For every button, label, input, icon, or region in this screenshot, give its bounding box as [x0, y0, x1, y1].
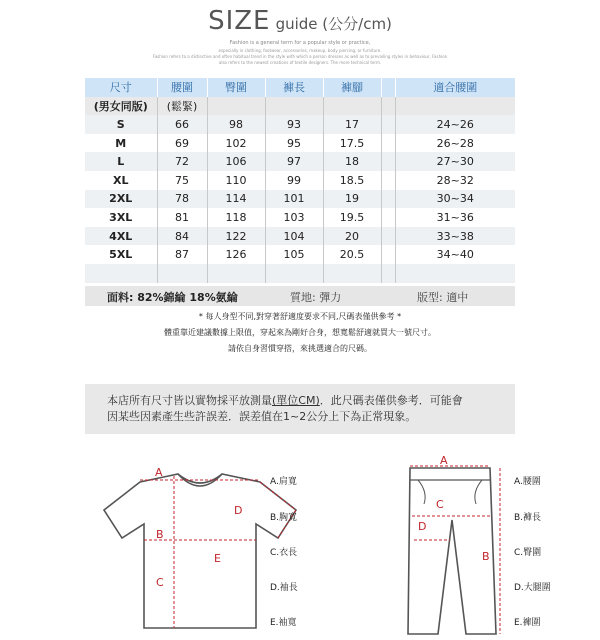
- pants-label-waist: A.腰圍: [514, 477, 541, 487]
- value-cell: 72: [157, 152, 207, 171]
- value-cell: 101: [265, 190, 323, 209]
- size-cell: L: [85, 152, 157, 171]
- blank-cell: [381, 208, 395, 227]
- pants-marker-d: D: [418, 520, 427, 533]
- value-cell: 106: [207, 152, 265, 171]
- title-main: SIZE: [208, 6, 271, 36]
- subheader-unisex: (男女同版): [85, 97, 157, 116]
- pants-marker-a: A: [440, 454, 448, 467]
- pants-diagram-icon: [402, 458, 512, 638]
- pants-label-hip: C.臀圍: [514, 548, 542, 558]
- pants-marker-b: B: [482, 550, 490, 563]
- fabric-texture: 質地: 彈力: [290, 291, 342, 304]
- table-row: [85, 227, 515, 246]
- value-cell: 17: [323, 115, 381, 134]
- fabric-fit: 版型: 適中: [417, 291, 469, 304]
- value-cell: 98: [207, 115, 265, 134]
- value-cell: 26~28: [395, 134, 515, 153]
- size-guide-title: [0, 6, 600, 36]
- size-cell: 5XL: [109, 248, 133, 262]
- value-cell: 27~30: [395, 152, 515, 171]
- value-cell: 99: [265, 171, 323, 190]
- pants-marker-c: C: [436, 498, 444, 511]
- note-line: * 每人身型不同,對穿著舒適度要求不同,尺碼表僅供參考 *: [198, 312, 402, 321]
- fine-print-line: especially in clothing, footwear, accessories, makeup, body piercing, or furniture.: [218, 48, 382, 53]
- value-cell: 81: [157, 208, 207, 227]
- fabric-material: 面料: 82%錦綸 18%氨綸: [107, 291, 238, 304]
- subheader-elastic: (鬆緊): [157, 97, 207, 116]
- value-cell: 95: [265, 134, 323, 153]
- shirt-marker-d: D: [234, 504, 243, 517]
- value-cell: 30~34: [395, 190, 515, 209]
- value-cell: 87: [157, 245, 207, 264]
- value-cell: 33~38: [395, 227, 515, 246]
- fine-print: [80, 40, 520, 66]
- value-cell: 24~26: [395, 115, 515, 134]
- value-cell: 104: [265, 227, 323, 246]
- blank-cell: [381, 227, 395, 246]
- value-cell: 20: [323, 227, 381, 246]
- shirt-label-sleeve-length: D.袖長: [270, 583, 298, 593]
- pants-label-thigh: D.大腿圍: [514, 583, 551, 593]
- value-cell: 78: [157, 190, 207, 209]
- shirt-label-shoulder: A.肩寬: [270, 477, 297, 487]
- size-cell: 3XL: [109, 210, 133, 224]
- note-line: 請依自身習慣穿搭，來挑選適合的尺碼。: [228, 344, 372, 353]
- value-cell: 18.5: [323, 171, 381, 190]
- value-cell: 69: [157, 134, 207, 153]
- table-row: [85, 190, 515, 209]
- value-cell: 97: [265, 152, 323, 171]
- fabric-info-bar: [85, 286, 515, 306]
- fine-print-line: Fashion is a general term for a popular style or practice,: [229, 40, 371, 46]
- blank-cell: [381, 134, 395, 153]
- shirt-marker-c: C: [156, 576, 164, 589]
- size-notes: [85, 309, 515, 357]
- value-cell: 102: [207, 134, 265, 153]
- value-cell: 20.5: [323, 245, 381, 264]
- shirt-marker-a: A: [155, 466, 163, 479]
- table-row: [85, 134, 515, 153]
- table-header-row: [85, 78, 515, 97]
- disclaimer-text: 因某些因素產生些許誤差．誤差值在1~2公分上下為正常現象。: [107, 410, 417, 423]
- table-row: [85, 245, 515, 264]
- fine-print-line: also refers to the newest creations of textile designers. The more technical term.: [218, 60, 382, 65]
- header-size: 尺寸: [85, 78, 157, 97]
- value-cell: 114: [207, 190, 265, 209]
- header-blank: [381, 78, 395, 97]
- value-cell: 17.5: [323, 134, 381, 153]
- blank-cell: [381, 245, 395, 264]
- table-row: [85, 171, 515, 190]
- pants-label-length: B.褲長: [514, 513, 542, 523]
- header-hip: 臀圍: [207, 78, 265, 97]
- value-cell: 19: [323, 190, 381, 209]
- size-cell: S: [85, 115, 157, 134]
- table-subheader-row: [85, 97, 515, 116]
- size-cell: 2XL: [85, 190, 157, 209]
- table-row: [85, 208, 515, 227]
- shirt-marker-b: B: [156, 528, 164, 541]
- value-cell: 18: [323, 152, 381, 171]
- note-line: 體重靠近建議數據上限值，穿起來為剛好合身，想寬鬆舒適就買大一號尺寸。: [164, 328, 436, 337]
- shirt-label-chest: B.胸寬: [270, 513, 298, 523]
- table-row-empty: [85, 264, 515, 283]
- blank-cell: [381, 115, 395, 134]
- measurement-disclaimer: [85, 384, 515, 434]
- shirt-label-length: C.衣長: [270, 548, 298, 558]
- value-cell: 19.5: [323, 208, 381, 227]
- value-cell: 34~40: [395, 245, 515, 264]
- header-waist: 腰圍: [157, 78, 207, 97]
- fine-print-line: Fashion refers to a distinctive and often habitual trend in the style with which a person dresses as well as to prevailing styles in behaviour, Fashion: [152, 54, 448, 59]
- value-cell: 75: [157, 171, 207, 190]
- size-table: [85, 78, 515, 283]
- size-cell: 4XL: [85, 227, 157, 246]
- shirt-label-sleeve-width: E.袖寬: [270, 618, 297, 628]
- size-cell: M: [115, 136, 127, 150]
- table-row: [85, 152, 515, 171]
- size-cell: XL: [113, 173, 129, 187]
- shirt-marker-e: E: [214, 552, 221, 565]
- blank-cell: [381, 171, 395, 190]
- value-cell: 84: [157, 227, 207, 246]
- disclaimer-text: ．此尺碼表僅供參考．可能會: [319, 394, 463, 407]
- value-cell: 93: [265, 115, 323, 134]
- disclaimer-unit: (單位CM): [272, 394, 320, 407]
- value-cell: 122: [207, 227, 265, 246]
- title-sub: guide (公分/cm): [275, 15, 392, 33]
- value-cell: 31~36: [395, 208, 515, 227]
- value-cell: 126: [207, 245, 265, 264]
- header-length: 褲長: [265, 78, 323, 97]
- value-cell: 110: [207, 171, 265, 190]
- table-row: [85, 115, 515, 134]
- pants-label-hem: E.褲圍: [514, 618, 541, 628]
- value-cell: 118: [207, 208, 265, 227]
- header-fit-waist: 適合腰圍: [395, 78, 515, 97]
- value-cell: 105: [265, 245, 323, 264]
- disclaimer-text: 本店所有尺寸皆以實物採平放測量: [107, 394, 272, 407]
- value-cell: 28~32: [395, 171, 515, 190]
- blank-cell: [381, 190, 395, 209]
- value-cell: 66: [157, 115, 207, 134]
- header-hem: 褲腳: [323, 78, 381, 97]
- value-cell: 103: [265, 208, 323, 227]
- blank-cell: [381, 152, 395, 171]
